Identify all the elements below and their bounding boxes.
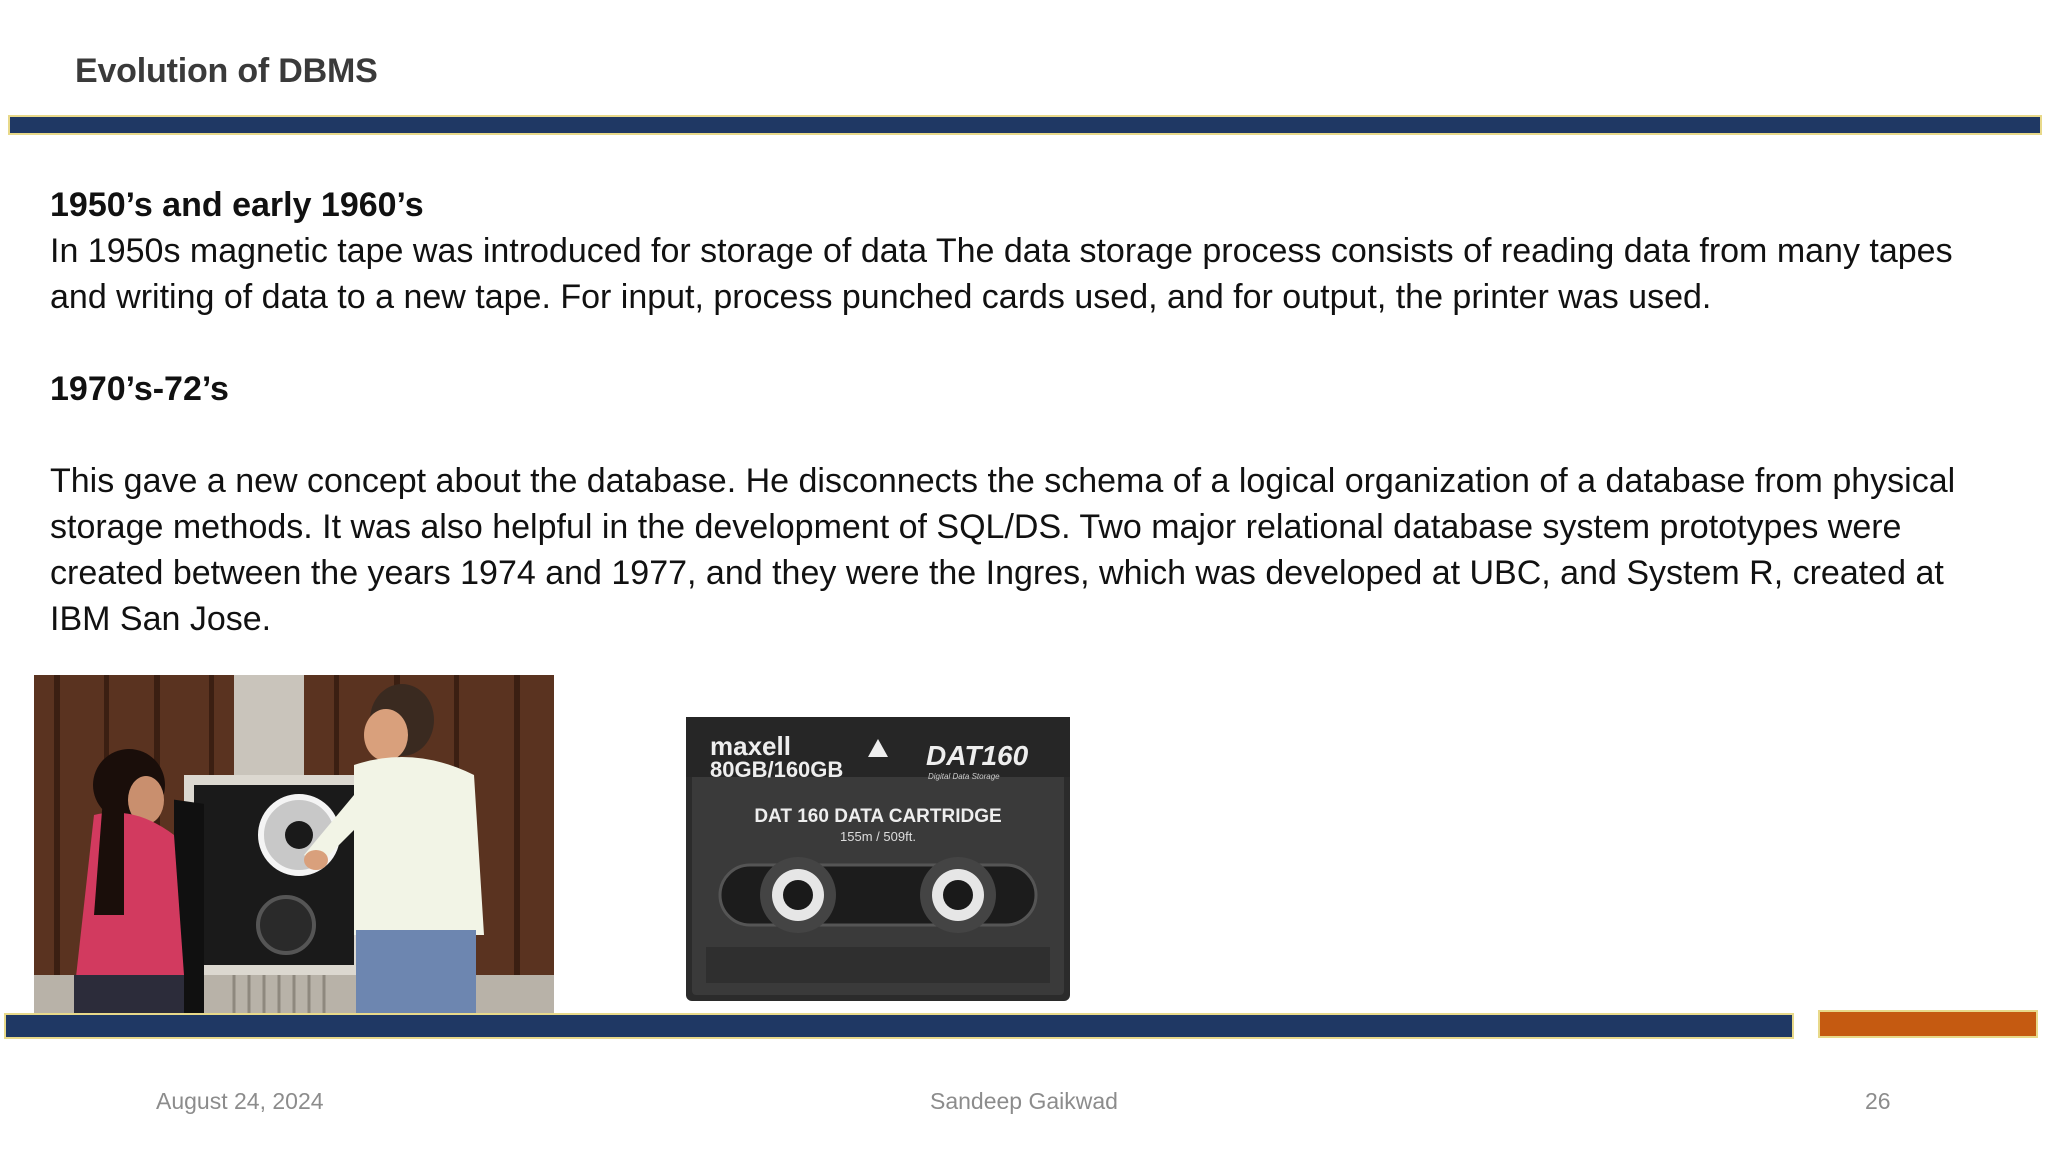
cartridge-logo-sub: Digital Data Storage [928,772,1000,781]
footer-bar [4,1013,1794,1039]
section-heading-1970s: 1970’s-72’s [50,370,229,408]
page-number: 26 [1865,1088,1891,1114]
section-text-1970s: This gave a new concept about the database. He disconnects the schema of a logical organization of a database from physical storage methods. It was also helpful in the development of SQL/DS. Two major relational database system prototypes were created between the years 1974 and 1977, and they were the Ingres, which was developed at UBC, and System R, created at IBM San Jose. [50,462,1956,638]
cartridge-capacity: 80GB/160GB [710,757,844,782]
cartridge-brand: maxell [710,731,791,761]
cartridge-length: 155m / 509ft. [840,829,916,844]
footer-author: Sandeep Gaikwad [930,1088,1118,1114]
footer-accent-bar [1818,1010,2038,1038]
cartridge-logo: DAT160 [926,740,1029,771]
slide-title: Evolution of DBMS [75,52,378,90]
tape-operators-photo [34,675,554,1037]
section-heading-1950s: 1950’s and early 1960’s [50,186,424,224]
footer-date: August 24, 2024 [156,1088,324,1114]
section-text-1950s: In 1950s magnetic tape was introduced for storage of data The data storage process consists of reading data from many tapes and writing of data to a new tape. For input, process punched cards used, and for output, the printer was used. [50,232,1953,316]
dat160-cartridge-image [686,717,1070,1001]
title-divider-bar [8,115,2042,135]
cartridge-label: DAT 160 DATA CARTRIDGE [754,806,1002,827]
slide-body [50,182,2010,642]
